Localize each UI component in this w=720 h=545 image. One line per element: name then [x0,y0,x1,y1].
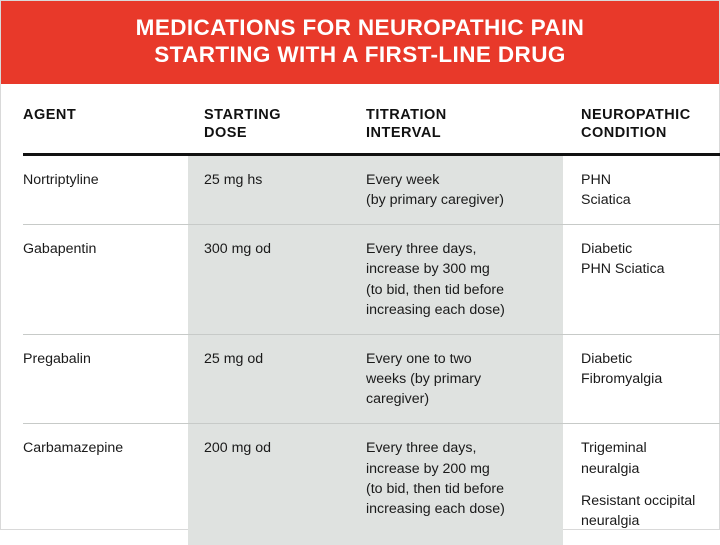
cell-titration-line: Every week [366,171,440,188]
table-row [188,335,348,423]
cell-condition-line: Fibromyalgia [581,371,663,388]
cell-titration-line: increasing each dose) [366,500,505,517]
column-header-titration-interval-line-1: TITRATION [366,106,447,123]
table-row [563,225,720,334]
cell-condition-line: Diabetic [581,350,633,367]
table-title [1,1,719,84]
column-header-titration-interval-line-2: INTERVAL [366,125,442,142]
cell-agent: Pregabalin [23,350,91,367]
cell-titration-line: Every three days, [366,440,477,457]
cell-titration-line: increasing each dose) [366,301,505,318]
cell-titration-line: weeks (by primary [366,371,482,388]
cell-titration-line: (to bid, then tid before [366,281,505,298]
cell-condition-line: Diabetic [581,241,633,258]
cell-titration-line: (by primary caregiver) [366,192,504,209]
cell-condition-paragraph [581,438,720,478]
cell-agent: Carbamazepine [23,440,124,457]
cell-titration-line: Every one to two [366,350,472,367]
cell-starting-dose: 300 mg od [204,241,272,258]
column-header-titration-interval [348,84,563,153]
table-row [348,335,563,423]
column-header-starting-dose-line-1: STARTING [204,106,282,123]
table-row [188,225,348,334]
column-header-agent-line-1: AGENT [23,106,77,123]
table-row [348,424,563,545]
cell-titration-line: increase by 300 mg [366,261,490,278]
column-header-starting-dose [188,84,348,153]
table-row [23,225,188,334]
column-header-neuropathic-condition-line-2: CONDITION [581,125,667,142]
cell-condition-line: Trigeminal [581,440,647,457]
table-row [348,225,563,334]
table-row [188,424,348,545]
table-row [563,156,720,224]
column-header-starting-dose-line-2: DOSE [204,125,248,142]
cell-condition-line: PHN Sciatica [581,261,665,278]
table-row [188,156,348,224]
cell-condition-line: Resistant occipital [581,492,696,509]
column-header-agent [23,84,188,135]
table-row [23,424,188,545]
table-title-line-2: STARTING WITH A FIRST-LINE DRUG [154,42,566,68]
table-row [23,156,188,224]
cell-titration-line: caregiver) [366,391,430,408]
column-header-neuropathic-condition [563,84,720,153]
cell-condition-paragraph [581,491,720,531]
table-row [563,424,720,545]
table-row [563,335,720,423]
cell-titration-line: Every three days, [366,241,477,258]
cell-condition-line: PHN [581,171,611,188]
cell-condition-line: Sciatica [581,192,631,209]
medication-table [1,84,719,545]
cell-starting-dose: 200 mg od [204,440,272,457]
cell-starting-dose: 25 mg od [204,350,264,367]
table-row [23,335,188,423]
cell-agent: Nortriptyline [23,171,99,188]
cell-titration-line: (to bid, then tid before [366,480,505,497]
cell-condition-line: neuralgia [581,512,640,529]
table-title-line-1: MEDICATIONS FOR NEUROPATHIC PAIN [135,15,585,40]
cell-starting-dose: 25 mg hs [204,171,263,188]
cell-agent: Gabapentin [23,241,97,258]
cell-condition-line: neuralgia [581,460,640,477]
column-header-neuropathic-condition-line-1: NEUROPATHIC [581,106,691,123]
table-row [348,156,563,224]
cell-titration-line: increase by 200 mg [366,460,490,477]
